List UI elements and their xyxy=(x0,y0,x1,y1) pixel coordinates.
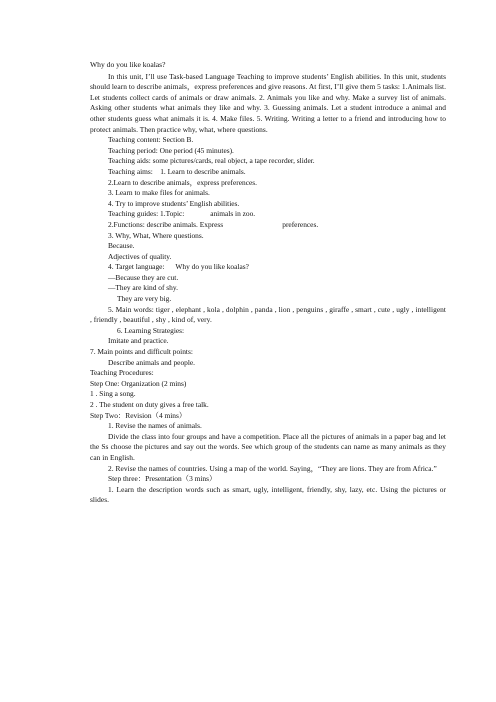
main-words: 5. Main words: tiger , elephant , kola , dolphin , panda , lion , penguins , giraffe , smart , cute , ugly , intelligent , friendly , beautiful , shy , kind of, very. xyxy=(90,304,446,325)
target-language: 4. Target language: Why do you like koalas? xyxy=(108,262,249,272)
step-three-item-1: 1. Learn the description words such as smart, ugly, intelligent, friendly, shy, lazy, etc. Using the pictures or slides. xyxy=(90,484,446,505)
teaching-aim-2: 2.Learn to describe animals，express preferences. xyxy=(108,177,257,187)
teaching-guides-5: Adjectives of quality. xyxy=(108,251,172,261)
teaching-procedures: Teaching Procedures: xyxy=(90,368,154,378)
step-two-heading: Step Two：Revision（4 mins） xyxy=(90,410,187,420)
document-title: Why do you like koalas? xyxy=(90,60,166,69)
teaching-aim-3: 3. Learn to make files for animals. xyxy=(108,188,210,198)
target-line-1: —Because they are cut. xyxy=(108,272,179,282)
main-points: 7. Main points and difficult points: xyxy=(90,347,193,357)
teaching-content: Teaching content: Section B. xyxy=(108,135,194,145)
step-one-item-1: 1 . Sing a song. xyxy=(90,389,136,399)
step-one-item-2: 2 . The student on duty gives a free talk. xyxy=(90,400,209,409)
teaching-guides-4: Because. xyxy=(108,241,135,251)
step-two-item-1: 1. Revise the names of animals. xyxy=(108,421,202,431)
teaching-aim-1: Teaching aims: 1. Learn to describe animals. xyxy=(108,166,246,176)
step-two-item-2: 2. Revise the names of countries. Using a map of the world. Saying，“They are lions. They are from Africa.” xyxy=(108,463,437,473)
teaching-period: Teaching period: One period (45 minutes). xyxy=(108,145,234,155)
teaching-aim-4: 4. Try to improve students’ English abilities. xyxy=(108,198,240,208)
describe-animals: Describe animals and people. xyxy=(108,357,196,367)
teaching-guides-2: 2.Functions: describe animals. Express preferences. xyxy=(108,219,319,229)
teaching-guides-1: Teaching guides: 1.Topic: animals in zoo. xyxy=(108,209,256,219)
step-three-heading: Step three：Presentation（3 mins） xyxy=(108,474,217,484)
teaching-aids: Teaching aids: some pictures/cards, real object, a tape recorder, slider. xyxy=(108,156,315,166)
teaching-guides-3: 3. Why, What, Where questions. xyxy=(108,230,204,240)
learning-strategies: 6. Learning Strategies: xyxy=(117,325,185,335)
intro-paragraph: In this unit, I’ll use Task-based Language Teaching to improve students’ English abilities. In this unit, students should learn to describe animals，express preferences and give reasons. At first, I’ll give them 5 tasks: 1.Animals list. Let students collect cards of animals or draw animals. 2. Animals you like and why. Make a survey list of animals. Asking other students what animals they like and why. 3. Guessing animals. Let a student introduce a animal and other students guess what animals it is. 4. Make files. 5. Writing. Writing a letter to a friend and introducing how to protect animals. Then practice why, what, where questions. xyxy=(90,71,446,134)
imitate-practice: Imitate and practice. xyxy=(108,336,169,346)
target-line-3: They are very big. xyxy=(117,294,172,304)
step-two-paragraph: Divide the class into four groups and have a competition. Place all the pictures of animals in a paper bag and let the Ss choose the pictures and say out the words. See which group of the students can name as many animals as they can in English. xyxy=(90,431,446,462)
target-line-2: —They are kind of shy. xyxy=(108,283,178,293)
step-one-heading: Step One: Organization (2 mins) xyxy=(90,378,187,388)
